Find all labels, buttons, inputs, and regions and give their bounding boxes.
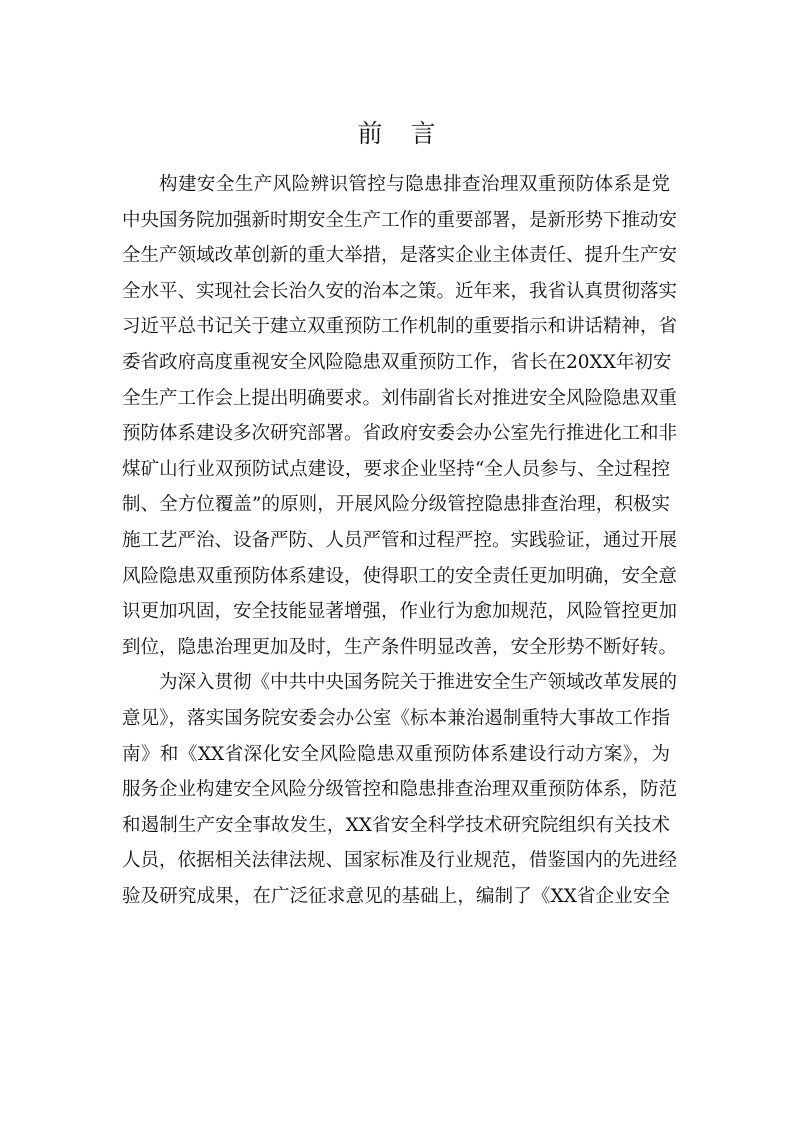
paragraph-1-line-10: 制、全方位覆盖”的原则，开展风险分级管控隐患排查治理，积极实 [122, 494, 670, 516]
paragraph-1-line-2: 中央国务院加强新时期安全生产工作的重要部署，是新形势下推动安 [122, 209, 678, 231]
paragraph-1-line-9: 煤矿山行业双预防试点建设，要求企业坚持“全人员参与、全过程控 [122, 458, 670, 480]
paragraph-2-line-4: 服务企业构建安全风险分级管控和隐患排查治理双重预防体系，防范 [122, 779, 678, 801]
paragraph-1-line-13: 识更加巩固，安全技能显著增强，作业行为愈加规范，风险管控更加 [122, 601, 678, 623]
paragraph-2-line-2: 意见》，落实国务院安委会办公室《标本兼治遏制重特大事故工作指 [122, 708, 670, 729]
page-title: 前言 [357, 119, 464, 148]
paragraph-1-line-14: 到位，隐患治理更加及时，生产条件明显改善，安全形势不断好转。 [122, 636, 678, 658]
paragraph-1-line-4: 全水平、实现社会长治久安的治本之策。近年来，我省认真贯彻落实 [122, 280, 678, 302]
paragraph-1-line-8: 预防体系建设多次研究部署。省政府安委会办公室先行推进化工和非 [122, 423, 678, 445]
paragraph-2-line-1: 为深入贯彻《中共中央国务院关于推进安全生产领域改革发展的 [159, 672, 678, 694]
paragraph-2-line-5: 和遏制生产安全事故发生，XX省安全科学技术研究院组织有关技术 [122, 814, 670, 836]
paragraph-2-line-7: 验及研究成果，在广泛征求意见的基础上，编制了《XX省企业安全 [122, 886, 670, 907]
paragraph-1-line-3: 全生产领域改革创新的重大举措，是落实企业主体责任、提升生产安 [122, 245, 678, 267]
paragraph-1-line-5: 习近平总书记关于建立双重预防工作机制的重要指示和讲话精神，省 [122, 316, 678, 338]
paragraph-1-line-6: 委省政府高度重视安全风险隐患双重预防工作，省长在20XX年初安 [122, 352, 672, 373]
paragraph-1-line-11: 施工艺严治、设备严防、人员严管和过程严控。实践验证，通过开展 [122, 530, 678, 551]
paragraph-1-line-12: 风险隐患双重预防体系建设，使得职工的安全责任更加明确，安全意 [122, 565, 678, 587]
paragraph-1-line-7: 全生产工作会上提出明确要求。刘伟副省长对推进安全风险隐患双重 [122, 387, 678, 409]
paragraph-2-line-6: 人员，依据相关法律法规、国家标准及行业规范，借鉴国内的先进经 [122, 850, 678, 872]
paragraph-2-line-3: 南》和《XX省深化安全风险隐患双重预防体系建设行动方案》，为 [122, 743, 670, 765]
paragraph-1-line-1: 构建安全生产风险辨识管控与隐患排查治理双重预防体系是党 [159, 174, 670, 195]
